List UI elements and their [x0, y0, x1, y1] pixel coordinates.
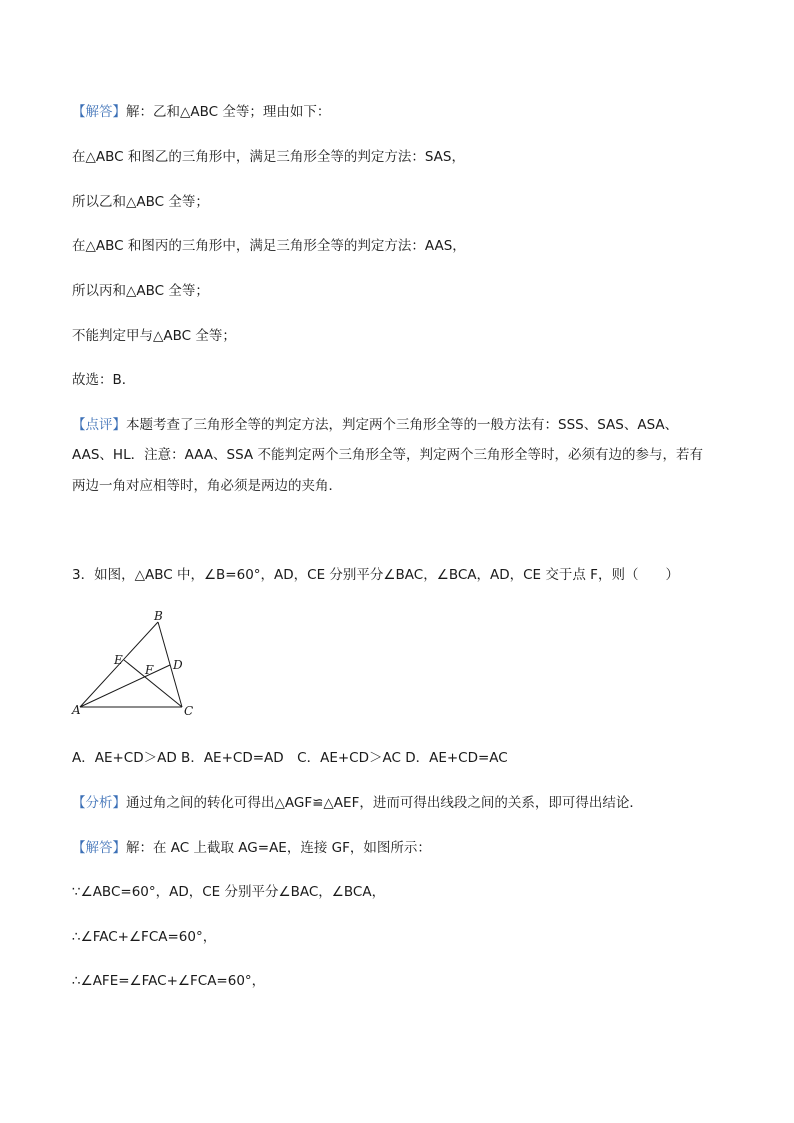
- label-f: F: [145, 663, 154, 677]
- question-3: 3．如图，△ABC 中，∠B=60°，AD，CE 分别平分∠BAC，∠BCA，AD，CE 交于点 F，则（ ）: [72, 567, 679, 583]
- comment-line-1: 【点评】本题考查了三角形全等的判定方法，判定两个三角形全等的一般方法有：SSS、SAS、ASA、: [72, 417, 679, 433]
- triangle-diagram: [70, 608, 210, 720]
- answer-line-3: 所以乙和△ABC 全等；: [72, 194, 209, 210]
- answer-line-7: 故选：B．: [72, 372, 136, 388]
- solution-tag: 【解答】: [72, 840, 126, 856]
- analysis-tag: 【分析】: [72, 795, 126, 811]
- label-e: E: [114, 653, 123, 667]
- solution-line-1: 【解答】解：在 AC 上截取 AG=AE，连接 GF，如图所示：: [72, 840, 431, 856]
- label-b: B: [154, 609, 163, 623]
- solution-line-3: ∴∠FAC+∠FCA=60°，: [72, 929, 217, 945]
- answer-line-4: 在△ABC 和图丙的三角形中，满足三角形全等的判定方法：AAS，: [72, 238, 466, 254]
- label-a: A: [72, 703, 81, 717]
- answer-tag: 【解答】: [72, 104, 126, 120]
- solution-line-2: ∵∠ABC=60°，AD，CE 分别平分∠BAC，∠BCA，: [72, 884, 386, 900]
- triangle-figure: [70, 608, 210, 720]
- analysis-line: 【分析】通过角之间的转化可得出△AGF≌△AEF，进而可得出线段之间的关系，即可得出结论．: [72, 795, 643, 811]
- answer-line-1: 【解答】解：乙和△ABC 全等；理由如下：: [72, 104, 331, 120]
- solution-line-4: ∴∠AFE=∠FAC+∠FCA=60°，: [72, 973, 266, 989]
- label-d: D: [173, 658, 183, 672]
- answer-options: A．AE+CD＞AD B．AE+CD=AD C．AE+CD＞AC D．AE+CD=AC: [72, 750, 508, 766]
- comment-line-2: AAS、HL．注意：AAA、SSA 不能判定两个三角形全等，判定两个三角形全等时，必须有边的参与，若有: [72, 447, 703, 463]
- answer-line-5: 所以丙和△ABC 全等；: [72, 283, 209, 299]
- label-c: C: [184, 704, 194, 718]
- answer-line-2: 在△ABC 和图乙的三角形中，满足三角形全等的判定方法：SAS，: [72, 149, 465, 165]
- comment-tag: 【点评】: [72, 417, 126, 433]
- comment-line-3: 两边一角对应相等时，角必须是两边的夹角．: [72, 478, 342, 494]
- answer-line-6: 不能判定甲与△ABC 全等；: [72, 328, 236, 344]
